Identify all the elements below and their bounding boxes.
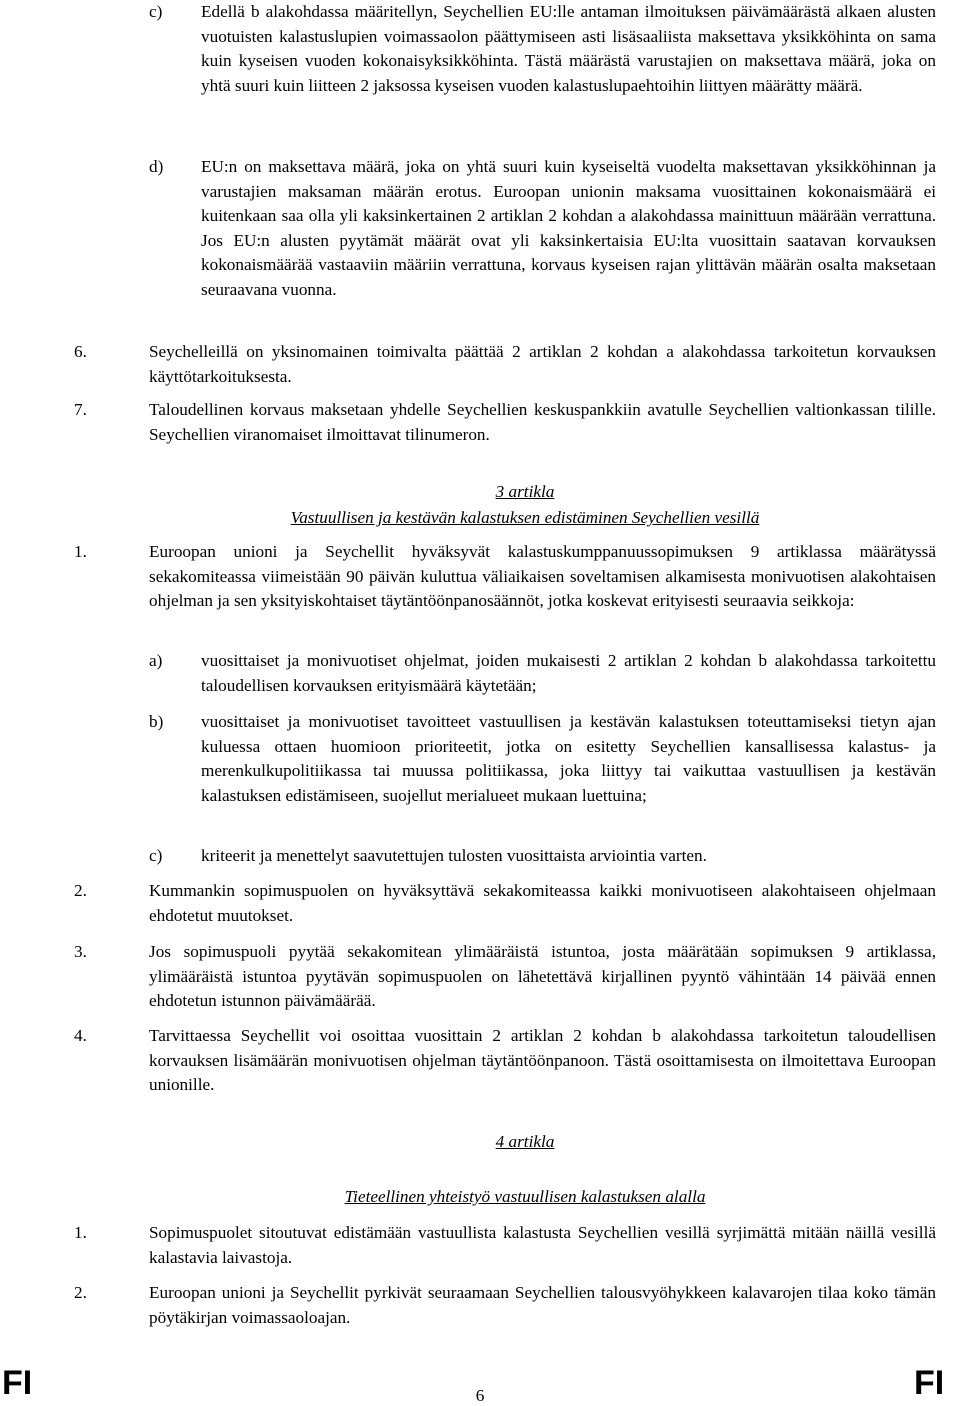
paragraph-text: Euroopan unioni ja Seychellit hyväksyvät kalastuskumppanuussopimuksen 9 artiklassa määrätyssä sekakomiteassa viimeistään 90 päivän kuluttua väliaikaisen soveltamisen alkamisesta monivuotisen alakohtaisen ohjelman ja sen yksityiskohtaiset täytäntöönpanosäännöt, jotka koskevat erityisesti seuraavia seikkoja:	[149, 542, 936, 610]
article-subtitle-text: Tieteellinen yhteistyö vastuullisen kalastuksen alalla	[344, 1187, 706, 1206]
paragraph-text: Jos sopimuspuoli pyytää sekakomitean ylimääräistä istuntoa, josta määrätään sopimuksen 9 artiklassa, ylimääräistä istuntoa pyytävän sopimuspuolen on lähetettävä kirjallinen pyyntö vähintään 14 päivää ennen ehdotetun istunnon päivämäärää.	[149, 942, 936, 1010]
paragraph-number: 1.	[74, 542, 87, 561]
item-label: d)	[149, 157, 164, 176]
footer-page-number: 6	[475, 1386, 485, 1405]
paragraph-number: 4.	[74, 1026, 87, 1045]
article-subtitle	[45, 1185, 960, 1210]
item-text: EU:n on maksettava määrä, joka on yhtä suuri kuin kyseiseltä vuodelta maksettavan yksikköhinnan ja varustajien maksaman määrän erotus. Euroopan unionin maksama vuosittainen kokonaismäärä ei kuitenkaan saa olla yli kaksinkertainen 2 artiklan 2 kohdan a alakohdassa mainittuun määrään verrattuna. Jos EU:n alusten pyytämät määrät ovat yli kaksinkertaisia EU:lta vuosittain saatavan korvauksen kokonaismäärää vastaaviin määriin verrattuna, korvaus kyseisen rajan ylittävän määrän osalta maksetaan seuraavana vuonna.	[201, 157, 936, 299]
item-text: kriteerit ja menettelyt saavutettujen tulosten vuosittaista arviointia varten.	[201, 846, 707, 865]
paragraph-text: Taloudellinen korvaus maksetaan yhdelle Seychellien keskuspankkiin avatulle Seychellien valtionkassan tilille. Seychellien viranomaiset ilmoittavat tilinumeron.	[149, 400, 936, 444]
footer-language-left: FI	[2, 1364, 33, 1402]
article-subtitle	[45, 506, 960, 531]
paragraph-number: 3.	[74, 942, 87, 961]
paragraph-text: Euroopan unioni ja Seychellit pyrkivät seuraamaan Seychellien talousvyöhykkeen kalavarojen tilaa koko tämän pöytäkirjan voimassaoloajan.	[149, 1283, 936, 1327]
article-title	[45, 480, 960, 505]
paragraph-number: 2.	[74, 881, 87, 900]
article-title	[45, 1130, 960, 1155]
article-subtitle-text: Vastuullisen ja kestävän kalastuksen edistäminen Seychellien vesillä	[290, 508, 760, 527]
item-text: Edellä b alakohdassa määritellyn, Seychellien EU:lle antaman ilmoituksen päivämäärästä alkaen alusten vuotuisten kalastuslupien voimassaolon päättymiseen asti lisäsaaliista maksettava yksikköhinta on sama kuin kyseisen vuoden kokonaisyksikköhinta. Tästä määrästä varustajien on maksettava määrä, joka on yhtä suuri kuin liitteen 2 jaksossa kyseisen vuoden kalastuslupaehtoihin liittyen määrätty määrä.	[201, 2, 936, 95]
paragraph-number: 2.	[74, 1283, 87, 1302]
paragraph-number: 6.	[74, 342, 87, 361]
item-label: a)	[149, 651, 163, 670]
paragraph-text: Kummankin sopimuspuolen on hyväksyttävä sekakomiteassa kaikki monivuotiseen alakohtaiseen ohjelmaan ehdotetut muutokset.	[149, 881, 936, 925]
article-title-text: 3 artikla	[495, 482, 555, 501]
paragraph-text: Seychelleillä on yksinomainen toimivalta päättää 2 artiklan 2 kohdan a alakohdassa tarkoitetun korvauksen käyttötarkoituksesta.	[149, 342, 936, 386]
item-text: vuosittaiset ja monivuotiset ohjelmat, joiden mukaisesti 2 artiklan 2 kohdan b alakohdassa tarkoitettu taloudellisen korvauksen erityismäärä käytetään;	[201, 651, 936, 695]
paragraph-text: Tarvittaessa Seychellit voi osoittaa vuosittain 2 artiklan 2 kohdan b alakohdassa tarkoitetun taloudellisen korvauksen lisämäärän monivuotisen ohjelman täytäntöönpanoon. Tästä osoittamisesta on ilmoitettava Euroopan unionille.	[149, 1026, 936, 1094]
item-label: c)	[149, 2, 163, 21]
paragraph-number: 1.	[74, 1223, 87, 1242]
item-label: c)	[149, 846, 163, 865]
paragraph-number: 7.	[74, 400, 87, 419]
footer-language-right: FI	[914, 1364, 945, 1402]
item-label: b)	[149, 712, 164, 731]
paragraph-text: Sopimuspuolet sitoutuvat edistämään vastuullista kalastusta Seychellien vesillä syrjimättä mitään näillä vesillä kalastavia laivastoja.	[149, 1223, 936, 1267]
item-text: vuosittaiset ja monivuotiset tavoitteet vastuullisen ja kestävän kalastuksen toteuttamiseksi tietyn ajan kuluessa ottaen huomioon prioriteetit, jotka on esitetty Seychellien kansallisessa kalastus- ja merenkulkupolitiikassa tai muussa politiikassa, joka liittyy tai vaikuttaa vastuullisen ja kestävän kalastuksen edistämiseen, suojellut merialueet mukaan luettuina;	[201, 712, 936, 805]
article-title-text: 4 artikla	[495, 1132, 555, 1151]
